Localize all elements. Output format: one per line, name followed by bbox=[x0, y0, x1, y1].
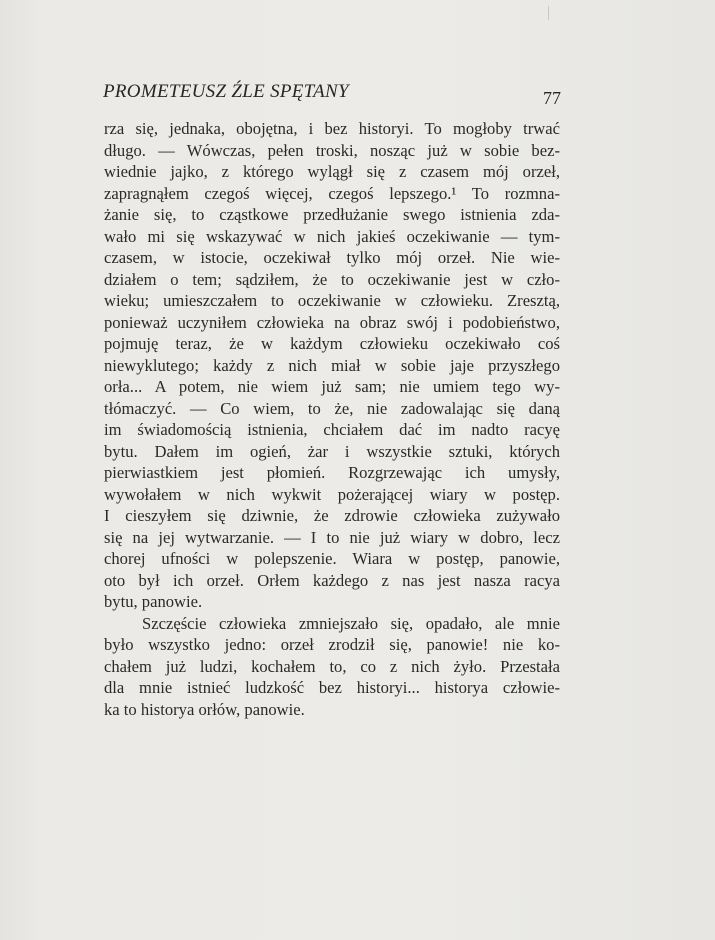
text-line: pojmuję teraz, że w każdym człowieku oczekiwało coś bbox=[104, 334, 560, 353]
text-line: tłómaczyć. — Co wiem, to że, nie zadowalając się daną bbox=[104, 398, 560, 418]
text-line: żanie się, to cząstkowe przedłużanie swego istnienia zda- bbox=[104, 205, 560, 224]
text-line: wało mi się wskazywać w nich jakieś oczekiwanie — tym- bbox=[104, 226, 560, 246]
text-line: zapragnąłem czegoś więcej, czegoś lepszego.¹ To rozmna- bbox=[104, 183, 560, 203]
paragraph bbox=[104, 118, 560, 613]
text-line: było wszystko jedno: orzeł zrodził się, panowie! nie ko- bbox=[104, 635, 560, 654]
text-line: wieku; umieszczałem to oczekiwanie w człowieku. Zresztą, bbox=[104, 291, 560, 310]
text-line: czasem, w istocie, oczekiwał tylko mój orzeł. Nie wie- bbox=[104, 248, 560, 267]
text-line: wywołałem w nich wykwit pożerającej wiary w postęp. bbox=[104, 484, 560, 504]
text-line: Szczęście człowieka zmniejszało się, opadało, ale mnie bbox=[142, 613, 560, 633]
text-line: rza się, jednaka, obojętna, i bez historyi. To mogłoby trwać bbox=[104, 119, 560, 138]
text-line: się na jej wytwarzanie. — I to nie już wiary w dobro, lecz bbox=[104, 527, 560, 547]
text-line: oto był ich orzeł. Orłem każdego z nas jest nasza racya bbox=[104, 570, 560, 590]
text-line: I cieszyłem się dziwnie, że zdrowie człowieka zużywało bbox=[104, 506, 560, 525]
text-line: działem o tem; sądziłem, że to oczekiwanie jest w czło- bbox=[104, 269, 560, 289]
text-line: bytu, panowie. bbox=[104, 592, 203, 611]
text-line: wiednie jajko, z którego wylągł się z czasem mój orzeł, bbox=[104, 162, 560, 181]
paragraph bbox=[104, 613, 560, 721]
text-line: dla mnie istnieć ludzkość bez historyi... historya człowie- bbox=[104, 678, 560, 697]
text-line: orła... A potem, nie wiem już sam; nie umiem tego wy- bbox=[104, 377, 560, 396]
text-line: ponieważ uczyniłem człowieka na obraz swój i podobieństwo, bbox=[104, 312, 560, 332]
running-head: PROMETEUSZ ŹLE SPĘTANY bbox=[103, 81, 349, 102]
text-line: długo. — Wówczas, pełen troski, nosząc już w sobie bez- bbox=[104, 140, 560, 160]
text-line: niewyklutego; każdy z nich miał w sobie jaje przyszłego bbox=[104, 355, 560, 375]
text-line: ka to historya orłów, panowie. bbox=[104, 699, 305, 719]
text-line: chorej ufności w polepszenie. Wiara w postęp, panowie, bbox=[104, 549, 560, 568]
body-text bbox=[104, 118, 560, 720]
text-line: im świadomością istnienia, chciałem dać im nadto racyę bbox=[104, 420, 560, 439]
page-number: 77 bbox=[543, 88, 561, 108]
margin-mark bbox=[548, 6, 549, 20]
text-line: pierwiastkiem jest płomień. Rozgrzewając ich umysły, bbox=[104, 463, 560, 482]
text-line: chałem już ludzi, kochałem to, co z nich żyło. Przestała bbox=[104, 656, 560, 676]
text-line: bytu. Dałem im ogień, żar i wszystkie sztuki, których bbox=[104, 441, 560, 461]
